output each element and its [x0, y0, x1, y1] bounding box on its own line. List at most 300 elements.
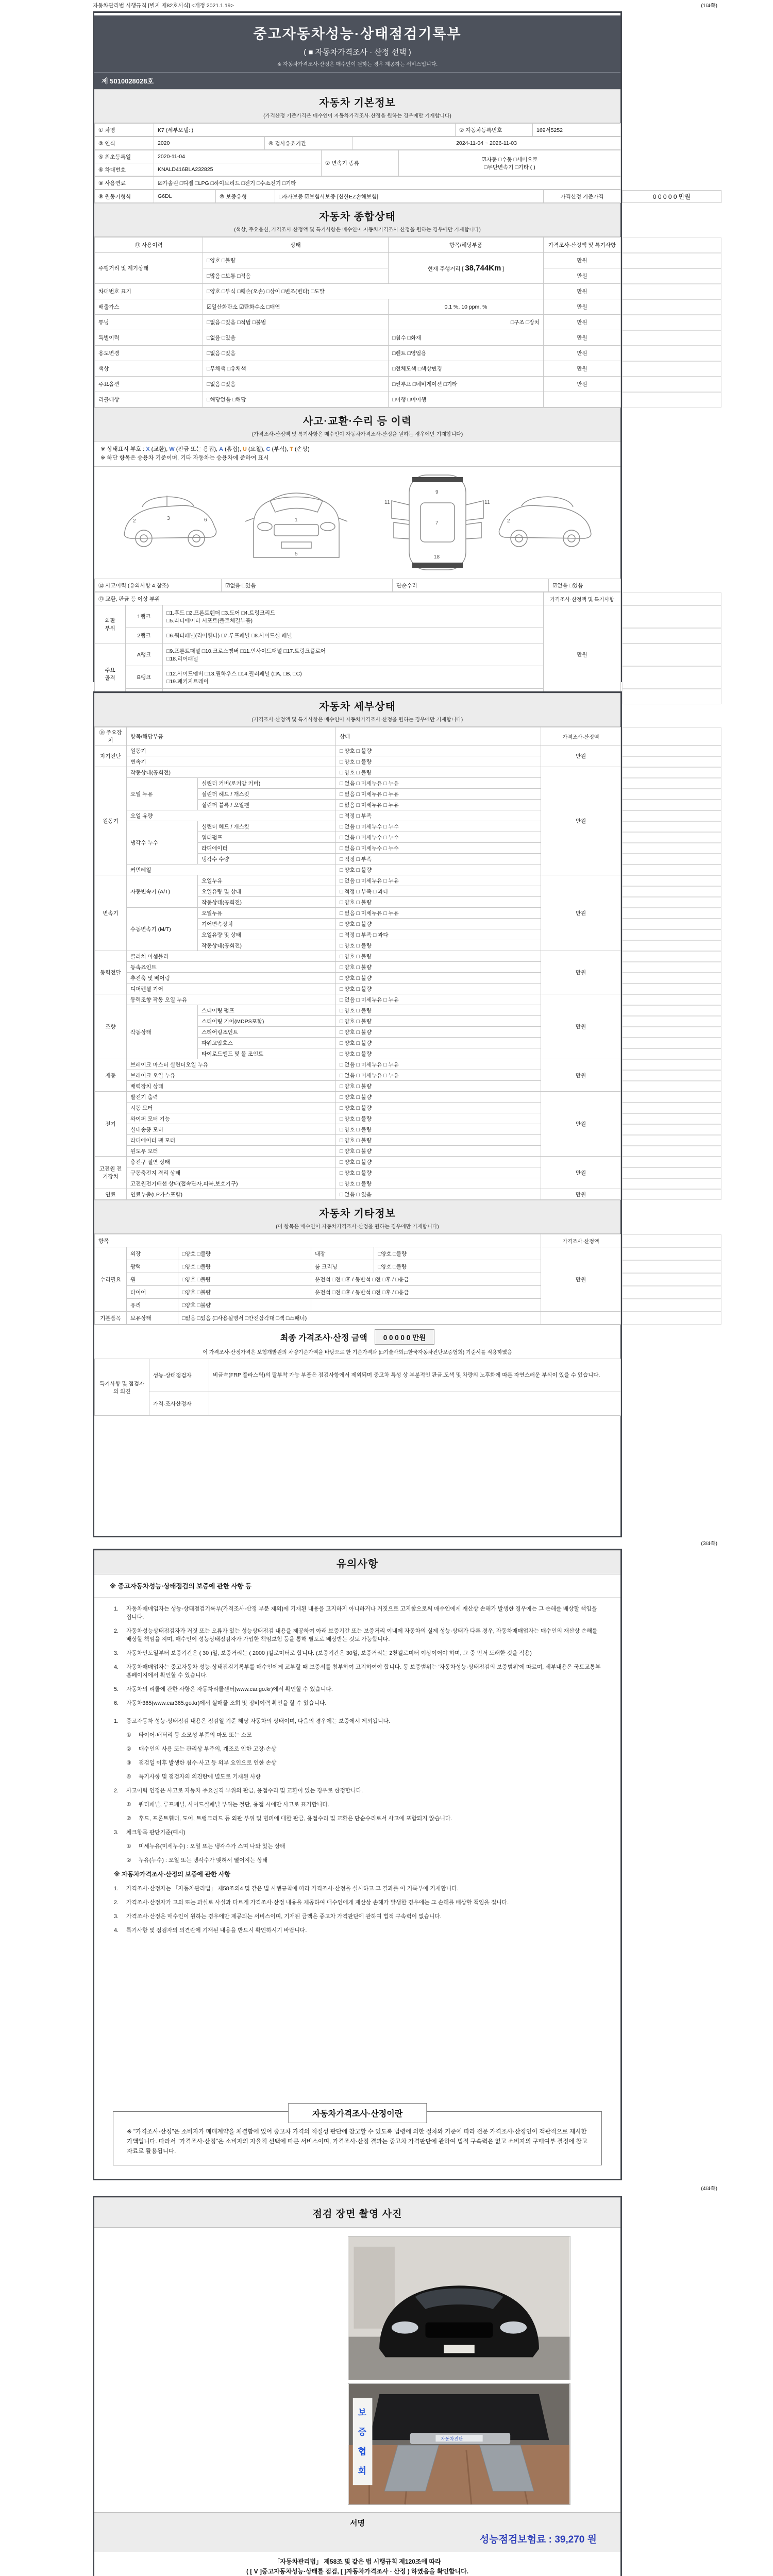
- status-code: T: [290, 446, 293, 452]
- section-overall-status-header: [94, 203, 620, 237]
- checkbox-group: □ 양호 □ 불량: [336, 1157, 541, 1167]
- item-label: 발전기 출력: [127, 1092, 336, 1103]
- car-side-left-diagram: [124, 496, 216, 547]
- reg-no-value: 169서5252: [533, 124, 621, 137]
- annex-blank-cell: [622, 1059, 721, 1070]
- item-label: 등속죠인트: [127, 962, 336, 973]
- annex-blank-cell: [622, 778, 721, 789]
- row-label: ② 자동차등록번호: [456, 124, 533, 137]
- section-title: 자동차 기본정보: [319, 97, 396, 109]
- notice-item: ② 후드, 프론트휀더, 도어, 트렁크리드 등 외판 부위 및 범퍼에 대한 판금, 용접수리 및 교환은 단순수리로서 사고에 포함되지 않습니다.: [126, 1816, 452, 1822]
- checkbox-group: □ 양호 □ 불량: [336, 1092, 541, 1103]
- row-label: ⑤ 최초등록일: [95, 150, 154, 163]
- device-label: 조향: [95, 994, 127, 1059]
- annex-blank-cell: [622, 1005, 721, 1016]
- row-label: 색상: [95, 361, 203, 377]
- item-label: 작동상태(공회전): [127, 767, 336, 778]
- checkbox-group: □ 없음 □ 미세누유 □ 누유: [336, 778, 541, 789]
- subitem-label: 오일유량 및 상태: [198, 886, 336, 897]
- appraiser-opinion: [209, 1392, 621, 1416]
- section-subtitle: (이 항목은 매수인이 자동차가격조사·산정을 원하는 경우에만 기재합니다): [276, 1224, 439, 1230]
- checkbox-group: □썬루프 □네비게이션 □기타: [389, 377, 544, 392]
- signature-title: 서명: [350, 2519, 365, 2528]
- checkbox-group: □ 없음 □ 미세누유 □ 누유: [336, 875, 541, 886]
- annex-blank-cell: [622, 377, 721, 392]
- item-label: 연료누출(LP가스포함): [127, 1189, 336, 1200]
- checkbox-group: □ 양호 □ 불량: [336, 767, 541, 778]
- device-label: 제동: [95, 1059, 127, 1092]
- checkbox-group: □양호 □부식 □훼손(오손) □상이 □변조(변타) □도말: [203, 284, 544, 299]
- checkbox-group: □ 양호 □ 불량: [336, 745, 541, 756]
- checkbox-group: □많음 □보통 □적음: [203, 268, 389, 284]
- notice-item: 1. 중고자동차 성능·상태점검 내용은 점검일 기준 해당 자동차의 상태이며, 다음의 경우에는 보증에서 제외됩니다.: [114, 1718, 390, 1724]
- annex-blank-cell: [622, 628, 721, 643]
- notice-item: ① 쿼터패널, 루프패널, 사이드실패널 부위는 절단, 용접 시에만 사고로 표기합니다.: [126, 1802, 329, 1808]
- section-etc-info-header: [94, 1200, 620, 1234]
- year-value: 2020: [154, 137, 265, 150]
- checkbox-group: □ 없음 □ 미세누유 □ 누유: [336, 994, 541, 1005]
- device-label: 원동기: [95, 767, 127, 875]
- inspector-opinion: 비금속(FRP 플라스틱)의 탈부착 가능 부품은 점검사항에서 제외되며 중고차 특성 상 부분적인 판금,도색 및 차량의 노후화에 따른 자연스러운 부식이 있을 수 있습니다.: [209, 1359, 621, 1392]
- checkbox-group: 운전석 □전 □후 / 동반석 □전 □후 / □응급: [311, 1286, 541, 1299]
- annex-blank-cell: [622, 994, 721, 1005]
- item-label: 원동기: [127, 745, 336, 756]
- checkbox-group: □ 양호 □ 불량: [336, 1124, 541, 1135]
- annex-blank-cell: [622, 315, 721, 330]
- notice-fine-print: [94, 1598, 620, 1943]
- annex-blank-cell: [622, 1189, 721, 1200]
- base-price-value: 0 0 0 0 0 만원: [622, 190, 721, 203]
- section-title: 사고·교환·수리 등 이력: [303, 416, 412, 427]
- item-label: 브레이크 오일 누유: [127, 1070, 336, 1081]
- subitem-label: 오일누유: [198, 875, 336, 886]
- checkbox-group: □ 양호 □ 불량: [336, 919, 541, 929]
- svg-text:보: 보: [358, 2408, 366, 2418]
- checkbox-group: □ 양호 □ 불량: [336, 1081, 541, 1092]
- row-label: ③ 연식: [95, 137, 154, 150]
- photo-area: [94, 2228, 620, 2512]
- checkbox-group: □ 양호 □ 불량: [336, 756, 541, 767]
- confirm-line-1: 「자동차관리법」 제58조 및 같은 법 시행규칙 제120조에 따라: [274, 2558, 441, 2565]
- checkbox-group: □ 없음 □ 미세누수 □ 누수: [336, 821, 541, 832]
- annex-blank-cell: [622, 1178, 721, 1189]
- annex-blank-cell: [622, 346, 721, 361]
- mileage-value: 38,744Km: [465, 264, 501, 273]
- item-label: 냉각수 누수: [127, 821, 198, 865]
- item-label: 오일 누유: [127, 778, 198, 810]
- row-label: 용도변경: [95, 346, 203, 361]
- checkbox-group: □양호 □불량: [178, 1260, 311, 1273]
- rank-label: 1랭크: [126, 605, 163, 628]
- annex-blank-cell: [622, 1070, 721, 1081]
- svg-text:2: 2: [132, 518, 136, 524]
- section-title: 유의사항: [336, 1558, 379, 1570]
- row-label: ④ 검사유효기간: [265, 137, 352, 150]
- annex-blank-cell: [622, 238, 721, 253]
- item-label: 유리: [127, 1299, 178, 1312]
- annex-blank-cell: [622, 666, 721, 689]
- subitem-label: 작동상태(공회전): [198, 897, 336, 908]
- notice-item: ① 타이어·배터리 등 소모성 부품의 마모 또는 소모: [126, 1732, 252, 1738]
- row-label: 특기사항 및 점검자의 의견: [95, 1359, 149, 1416]
- checkbox-group: □ 적정 □ 부족: [336, 854, 541, 865]
- item-label: 시동 모터: [127, 1103, 336, 1113]
- price-cell: 만원: [541, 1189, 621, 1200]
- car-side-right-diagram: [499, 497, 591, 547]
- item-label: 보유상태: [127, 1312, 178, 1325]
- special-notes-table: [94, 1359, 620, 1416]
- column-header: 가격조사·산정액: [541, 727, 621, 745]
- checkbox-group: □ 양호 □ 불량: [336, 984, 541, 994]
- annex-blank-cell: [622, 821, 721, 832]
- notice-item: ① 미세누유(미세누수) : 오일 또는 냉각수가 스며 나와 있는 상태: [126, 1843, 285, 1850]
- price-cell: 만원: [541, 1157, 621, 1189]
- mileage-item: 현재 주행거리 [ 38,744Km ]: [389, 253, 544, 284]
- row-label: ⑩ 보증유형: [216, 190, 275, 203]
- annex-blank-cell: [622, 756, 721, 767]
- annex-blank-cell: [622, 605, 721, 628]
- price-cell: 만원: [544, 605, 621, 704]
- svg-text:증: 증: [358, 2427, 366, 2437]
- accident-notes: [94, 442, 620, 467]
- annex-blank-cell: [622, 767, 721, 778]
- checkbox-group: □ 양호 □ 불량: [336, 1113, 541, 1124]
- inspection-photo-lift: [348, 2383, 570, 2505]
- svg-text:1: 1: [294, 517, 298, 523]
- checkbox-group: ☑일산화탄소 ☑탄화수소 □매연: [203, 299, 389, 315]
- price-cell: 만원: [541, 1059, 621, 1092]
- page-label-1: (1/4쪽): [701, 3, 717, 9]
- price-cell: 만원: [541, 745, 621, 767]
- annex-blank-cell: [622, 727, 721, 745]
- checkbox-group: □ 양호 □ 불량: [336, 865, 541, 875]
- rank-label: 2랭크: [126, 628, 163, 643]
- annex-blank-cell: [622, 843, 721, 854]
- status-code-legend: [100, 445, 614, 454]
- car-name-value: K7 (세부모델: ): [154, 124, 456, 137]
- annex-blank-cell: [622, 268, 721, 284]
- group-label: 기본품목: [95, 1312, 127, 1325]
- checkbox-group: □이행 □미이행: [389, 392, 544, 408]
- annex-blank-cell: [622, 929, 721, 940]
- final-price-band: [94, 1325, 620, 1359]
- confirmation-statement: [94, 2552, 620, 2576]
- svg-text:11: 11: [384, 500, 390, 505]
- price-cell: 만원: [541, 951, 621, 994]
- notice-item: 1. 자동차매매업자는 성능·상태점검기록부(가격조사·산정 부분 제외)에 기재된 내용을 고지하지 아니하거나 거짓으로 고지함으로써 매수인에게 재산상 손해가 발생한 경우에는 그 손해를 배상할 책임을 집니다.: [114, 1606, 597, 1620]
- item-label: 변속기: [127, 756, 336, 767]
- checkbox-group: □ 없음 □ 미세누유 □ 누유: [336, 1070, 541, 1081]
- annex-blank-cell: [622, 1124, 721, 1135]
- price-cell: 만원: [544, 315, 621, 330]
- section-subtitle: (가격산정 기준가격은 매수인이 자동차가격조사·산정을 원하는 경우에만 기재합니다): [263, 113, 451, 119]
- status-code: X: [146, 446, 150, 452]
- item-label: 디퍼렌셜 기어: [127, 984, 336, 994]
- annex-blank-cell: [622, 951, 721, 962]
- row-label: 단순수리: [393, 579, 549, 592]
- section-title: 자동차 기타정보: [319, 1208, 396, 1219]
- device-label: 연료: [95, 1189, 127, 1200]
- svg-text:2: 2: [507, 518, 510, 524]
- svg-text:3: 3: [166, 516, 170, 521]
- item-label: 휠: [127, 1273, 178, 1286]
- etc-info-table: [94, 1234, 620, 1325]
- section-subtitle: (가격조사·산정액 및 특기사항은 매수인이 자동차가격조사·산정을 원하는 경우에만 기재합니다): [251, 717, 463, 723]
- group-label: 외판 부위: [95, 605, 126, 643]
- annex-blank-cell: [622, 745, 721, 756]
- notice-item: ③ 점검일 이후 발생한 침수·사고 등 외부 요인으로 인한 손상: [126, 1760, 277, 1766]
- checkbox-group: ☑자동 □수동 □세미오토 □무단변속기 □기타 ( ): [399, 150, 621, 176]
- appraiser-label: 가격·조사산정자: [149, 1392, 209, 1416]
- notice-item: 1. 가격조사·산정자는 「자동차관리법」 제58조의4 및 같은 법 시행규칙에 따라 가격조사·산정을 실시하고 그 결과를 이 기록부에 기재합니다.: [114, 1886, 459, 1892]
- overall-status-table: [94, 237, 620, 408]
- checkbox-group: □ 양호 □ 불량: [336, 1135, 541, 1146]
- vin-value: KNALD416BLA232825: [154, 163, 322, 176]
- item-label: 배력장치 상태: [127, 1081, 336, 1092]
- price-cell: 만원: [544, 377, 621, 392]
- checkbox-group: 0.1 %, 10 ppm, %: [389, 299, 544, 315]
- subitem-label: 작동상태(공회전): [198, 940, 336, 951]
- checkbox-group: □양호 □불량: [178, 1247, 311, 1260]
- annex-blank-cell: [622, 875, 721, 886]
- item-label: 클러치 어셈블리: [127, 951, 336, 962]
- checkbox-group: □9.프론트패널 □10.크로스멤버 □11.인사이드패널 □17.트렁크플로어 □18.리어패널: [163, 643, 544, 666]
- annex-blank-cell: [622, 897, 721, 908]
- row-label: ⑨ 원동기형식: [95, 190, 154, 203]
- engine-value: G6DL: [154, 190, 216, 203]
- checkbox-group: □ 적정 □ 부족 □ 과다: [336, 886, 541, 897]
- annex-blank-cell: [622, 984, 721, 994]
- item-label: 작동상태: [127, 1005, 198, 1059]
- notice-item: ④ 특기사항 및 점검자의 의견란에 별도로 기재된 사항: [126, 1774, 261, 1780]
- section-subtitle: (가격조사·산정액 및 특기사항은 매수인이 자동차가격조사·산정을 원하는 경우에만 기재합니다): [251, 432, 463, 437]
- column-header: ⑬ 교환, 판금 등 이상 부위: [95, 592, 544, 605]
- price-cell: 만원: [541, 875, 621, 951]
- item-label: 오일 유량: [127, 810, 336, 821]
- annex-blank-cell: [622, 1299, 721, 1312]
- subitem-label: 기어변속장치: [198, 919, 336, 929]
- device-label: 전기: [95, 1092, 127, 1157]
- price-cell: [544, 392, 621, 408]
- annex-blank-cell: [622, 865, 721, 875]
- annex-blank-cell: [622, 330, 721, 346]
- row-label: ① 차명: [95, 124, 154, 137]
- checkbox-group: □전체도색 □색상변경: [389, 361, 544, 377]
- item-label: 자동변속기 (A/T): [127, 875, 198, 908]
- annex-blank-cell: [622, 1135, 721, 1146]
- price-cell: 만원: [544, 253, 621, 268]
- annex-blank-cell: [622, 1286, 721, 1299]
- checkbox-group: □ 양호 □ 불량: [336, 897, 541, 908]
- notice-item: 4. 자동차매매업자는 중고자동차 성능·상태점검기록부를 매수인에게 교부할 때 보증서를 첨부하여 고지하여야 합니다. 동 보증범위는 '자동차성능·상태점검의 보증범위'에 따르며, 세부내용은 국토교통부 홈페이지에서 확인할 수 있습니다.: [114, 1664, 601, 1679]
- checkbox-group: □ 적정 □ 부족 □ 과다: [336, 929, 541, 940]
- notice-item: 2. 가격조사·산정자가 고의 또는 과실로 사실과 다르게 가격조사·산정 내용을 제공하여 매수인에게 재산상 손해가 발생한 경우에는 그 손해를 배상할 책임을 집니다.: [114, 1900, 509, 1906]
- checkbox-group: □양호 □불량: [178, 1286, 311, 1299]
- checkbox-group: □ 양호 □ 불량: [336, 940, 541, 951]
- checkbox-group: □ 양호 □ 불량: [336, 1027, 541, 1038]
- annex-blank-cell: [622, 940, 721, 951]
- lift-logo-text: 자동차진단: [441, 2436, 463, 2442]
- price-cell: 만원: [541, 994, 621, 1059]
- section-title: 자동차 종합상태: [319, 211, 396, 223]
- status-code: (판금 또는 용접),: [174, 446, 220, 452]
- car-top-diagram: [384, 475, 490, 570]
- item-label: 브레이크 마스터 실린더오일 누유: [127, 1059, 336, 1070]
- checkbox-group: ☑가솔린 □디젤 □LPG □하이브리드 □전기 □수소전기 □기타: [154, 177, 621, 190]
- annex-blank-cell: [622, 832, 721, 843]
- price-cell: 만원: [544, 268, 621, 284]
- inspection-insurance-fee: 성능점검보험료 : 39,270 원: [479, 2534, 597, 2545]
- status-code: C: [266, 446, 271, 452]
- annex-blank-cell: [622, 886, 721, 897]
- column-header: 항목/해당부품: [127, 727, 336, 745]
- row-label: 튜닝: [95, 315, 203, 330]
- signature-section: [94, 2512, 620, 2552]
- column-header: 가격조사·산정액 및 특기사항: [544, 238, 621, 253]
- page-label-3: (3/4쪽): [701, 1540, 717, 1547]
- svg-text:협: 협: [358, 2446, 366, 2456]
- checkbox-group: □렌트 □영업용: [389, 346, 544, 361]
- page-label-4: (4/4쪽): [701, 2185, 717, 2192]
- annex-blank-cell: [622, 689, 721, 704]
- row-label: 차대번호 표기: [95, 284, 203, 299]
- title-block: [94, 15, 620, 89]
- definition-box-text: ※ "가격조사·산정"은 소비자가 매매계약을 체결함에 있어 중고차 가격의 적절성 판단에 참고할 수 있도록 법령에 의한 절차와 기준에 따라 전문 가격조사·산정인이 객관적으로 제시한 가액입니다. 따라서 "가격조사·산정"은 소비자의 자율적 선택에 따른 서비스이며, 가격조사·산정 결과는 중고차 가격판단에 관하여 법적 구속력은 없고 소비자의 구매여부 결정에 참고자료로 활용됩니다.: [127, 2129, 587, 2155]
- annex-blank-cell: [622, 800, 721, 810]
- item-label: 고전원전기배선 상태(접속단자,피복,보호기구): [127, 1178, 336, 1189]
- status-code: (흠집),: [223, 446, 243, 452]
- checkbox-group: □침수 □화재: [389, 330, 544, 346]
- notice-item: 2. 사고이력 인정은 사고로 자동차 주요골격 부위의 판금, 용접수리 및 교환이 있는 경우로 한정합니다.: [114, 1788, 363, 1794]
- annex-blank-cell: [622, 1167, 721, 1178]
- section-accident-history-header: [94, 408, 620, 442]
- annex-blank-cell: [622, 361, 721, 377]
- row-label: 특별이력: [95, 330, 203, 346]
- checkbox-group: □1.후드 □2.프론트휀더 □3.도어 □4.트렁크리드 □5.라디에이터 서포트(볼트체결부품): [163, 605, 544, 628]
- document-subtitle-note: ※ 자동차가격조사·산정은 매수인이 원하는 경우 제공하는 서비스입니다.: [277, 62, 438, 67]
- item-label: 외장: [127, 1247, 178, 1260]
- accident-history-row: [94, 579, 620, 592]
- item-label: 와이퍼 모터 기능: [127, 1113, 336, 1124]
- svg-text:6: 6: [204, 517, 207, 523]
- checkbox-group: □ 없음 □ 미세누유 □ 누유: [336, 1059, 541, 1070]
- final-price-amount: 0 0 0 0 0 만원: [375, 1329, 434, 1345]
- column-header: 상태: [203, 238, 389, 253]
- annex-blank-cell: [622, 1048, 721, 1059]
- status-code: U: [242, 446, 247, 452]
- item-label: 추진축 및 베어링: [127, 973, 336, 984]
- document-subtitle: ( ■ 자동차가격조사 · 산정 선택 ): [304, 48, 411, 57]
- row-label: ⑧ 사용연료: [95, 177, 154, 190]
- price-cell: 만원: [544, 284, 621, 299]
- notice-subheader-1: ※ 중고자동차성능·상태점검의 보증에 관한 사항 등: [94, 1574, 620, 1598]
- item-label: 수동변속기 (M/T): [127, 908, 198, 951]
- checkbox-group: □ 양호 □ 불량: [336, 1178, 541, 1189]
- status-code: W: [169, 446, 175, 452]
- column-header: 상태: [336, 727, 541, 745]
- price-cell: 만원: [541, 767, 621, 875]
- price-survey-definition-box: [113, 2111, 602, 2165]
- annex-blank-cell: [622, 1092, 721, 1103]
- item-label: 동력조향 작동 오일 누유: [127, 994, 336, 1005]
- annex-blank-cell: [622, 1113, 721, 1124]
- notice-item: 5. 자동차의 리콜에 관한 사항은 자동차리콜센터(www.car.go.kr)에서 확인할 수 있습니다.: [114, 1686, 333, 1692]
- svg-text:18: 18: [433, 554, 440, 560]
- document-number: 제 5010028028호: [94, 72, 620, 89]
- item-label: 룸 크리닝: [311, 1260, 374, 1273]
- subitem-label: 냉각수 수량: [198, 854, 336, 865]
- page-1: [93, 11, 622, 685]
- annex-blank-cell: [622, 854, 721, 865]
- checkbox-group: □양호 □불량: [374, 1247, 541, 1260]
- checkbox-group: □없음 □있음: [203, 377, 389, 392]
- item-label: 내장: [311, 1247, 374, 1260]
- section-title: 자동차 세부상태: [319, 701, 396, 713]
- inspection-photo-front: [348, 2236, 570, 2380]
- row-label: ⑥ 차대번호: [95, 163, 154, 176]
- checkbox-group: □ 없음 □ 미세누유 □ 누유: [336, 908, 541, 919]
- notice-subheader-2: ※ 자동차가격조사·산정의 보증에 관한 사항: [114, 1871, 231, 1878]
- annex-blank-cell: [622, 1027, 721, 1038]
- checkbox-group: [311, 1299, 541, 1312]
- rank-label: A랭크: [126, 643, 163, 666]
- svg-text:회: 회: [358, 2466, 366, 2476]
- device-label: 변속기: [95, 875, 127, 951]
- base-note: ※ 하단 항목은 승용차 기준이며, 기타 자동차는 승용차에 준하여 표시: [100, 455, 269, 461]
- document-title: 중고자동차성능·상태점검기록부: [253, 26, 462, 42]
- checkbox-group: □양호 □불량: [374, 1260, 541, 1273]
- price-cell: 만원: [541, 1092, 621, 1157]
- row-label: 주요옵션: [95, 377, 203, 392]
- notice-item: ② 누유(누수) : 오일 또는 냉각수가 맺혀서 떨어지는 상태: [126, 1857, 268, 1863]
- checkbox-group: ☑없음 □있음: [222, 579, 393, 592]
- checkbox-group: □12.사이드멤버 □13.휠하우스 □14.필러패널 (□A, □B, □C) □19.패키지트레이: [163, 666, 544, 689]
- item-label: 타이어: [127, 1286, 178, 1299]
- subitem-label: 오일유량 및 상태: [198, 929, 336, 940]
- device-label: 자기진단: [95, 745, 127, 767]
- checkbox-group: □ 양호 □ 불량: [336, 962, 541, 973]
- item-label: 라디에이터 팬 모터: [127, 1135, 336, 1146]
- checkbox-group: □ 양호 □ 불량: [336, 1048, 541, 1059]
- checkbox-group: □ 양호 □ 불량: [336, 951, 541, 962]
- checkbox-group: □6.쿼터패널(리어휀다) □7.루프패널 □8.사이드실 패널: [163, 628, 544, 643]
- subitem-label: 실린더 헤드 / 개스킷: [198, 789, 336, 800]
- status-code: A: [219, 446, 224, 452]
- checkbox-group: □ 없음 □ 있음: [336, 1189, 541, 1200]
- car-front-diagram: [245, 493, 347, 557]
- status-code: (부식),: [270, 446, 290, 452]
- item-label: 광택: [127, 1260, 178, 1273]
- base-price-label: 가격산정 기준가격: [544, 190, 621, 203]
- page-3: [93, 1549, 622, 2180]
- section-title: 점검 장면 촬영 사진: [312, 2209, 402, 2219]
- rank-label: B랭크: [126, 666, 163, 689]
- checkbox-group: □ 없음 □ 미세누수 □ 누수: [336, 832, 541, 843]
- annex-blank-cell: [622, 592, 721, 605]
- item-label: 실내송풍 모터: [127, 1124, 336, 1135]
- checkbox-group: 운전석 □전 □후 / 동반석 □전 □후 / □응급: [311, 1273, 541, 1286]
- price-cell: 만원: [544, 330, 621, 346]
- checkbox-group: □양호 □불량: [178, 1299, 311, 1312]
- checkbox-group: □ 양호 □ 불량: [336, 1038, 541, 1048]
- annex-blank-cell: [622, 392, 721, 408]
- notice-item: 3. 자동차인도일부터 보증기간은 ( 30 )일, 보증거리는 ( 2000 )킬로미터로 합니다. (보증기간은 30일, 보증거리는 2천킬로미터 이상이어야 하며, 그 중 먼저 도래한 것을 적용): [114, 1650, 532, 1656]
- annex-blank-cell: [622, 1247, 721, 1260]
- checkbox-group: □해당없음 □해당: [203, 392, 389, 408]
- svg-text:5: 5: [294, 551, 298, 557]
- checkbox-group: □ 양호 □ 불량: [336, 1167, 541, 1178]
- section-basic-info-header: [94, 89, 620, 123]
